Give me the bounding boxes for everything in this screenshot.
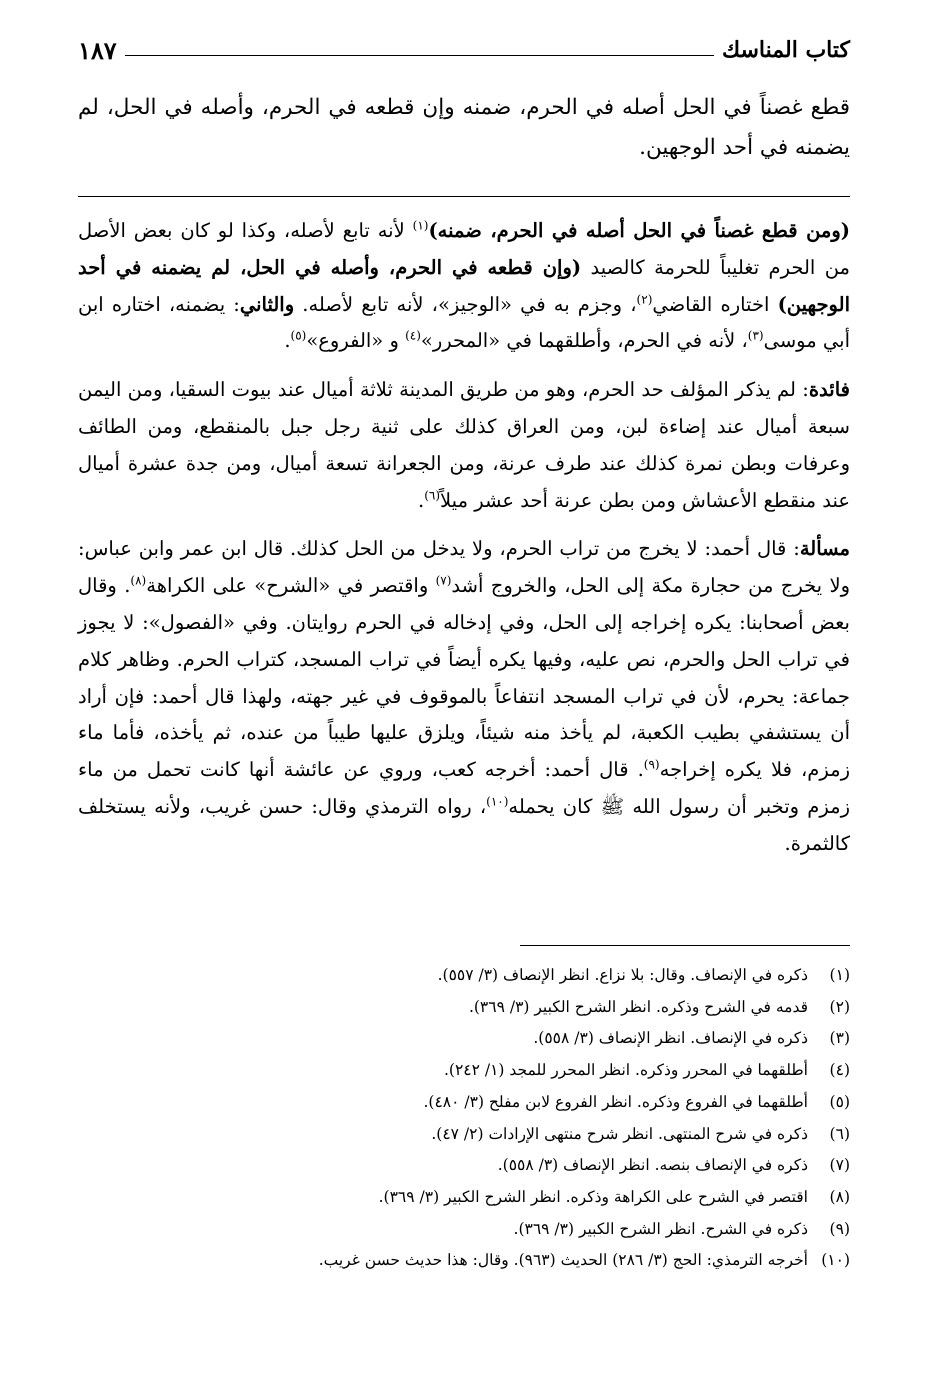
keyword-second: والثاني [239,292,295,316]
footnote-number: (٤) [829,1061,850,1080]
commentary-paragraph-3 [78,531,850,862]
footnote-text: أطلقهما في الفروع وذكره. انظر الفروع لابن مفلح (٣/ ٤٨٠). [423,1092,808,1111]
commentary-text: : يضمنه، اختاره ابن أبي موسى [78,292,850,353]
footnote-ref: (٥) [290,328,307,343]
commentary-text: لأنه تابع لأصله، وكذا لو كان بعض الأصل من الحرم تغليباً للحرمة كالصيد [78,219,850,279]
footnote [78,1182,850,1214]
footnote-text: ذكره في الإنصاف. انظر الإنصاف (٣/ ٥٥٨). [533,1029,808,1048]
footnote [78,1214,850,1246]
page-number: ١٨٧ [78,35,117,65]
footnote-ref: (٢) [636,292,653,307]
fa-ida-label: فائدة [808,378,850,402]
commentary-text: ، لأنه في الحرم، وأطلقهما في «المحرر» [420,329,748,353]
header-rule [125,55,714,56]
footnote-ref: (٨) [130,573,147,588]
footnote [78,1245,850,1277]
matn-text: قطع غصناً في الحل أصله في الحرم، ضمنه وإن قطعه في الحرم، وأصله في الحل، لم يضمنه في أحد الوجهين. [78,95,850,160]
footnote-ref: (١) [412,218,429,233]
commentary-text: . [418,488,425,512]
commentary-text: ، وجزم به في «الوجيز»، لأنه تابع لأصله. [294,292,637,316]
footnote-ref: (٦) [424,488,441,503]
footnotes [78,960,850,1277]
footnote [78,1055,850,1087]
footnote-text: ذكره في الإنصاف. وقال: بلا نزاع. انظر الإنصاف (٣/ ٥٥٧). [437,966,808,984]
commentary-text: واقتصر في «الشرح» على الكراهة [146,574,436,598]
footnote-text: ذكره في شرح المنتهى. انظر شرح منتهى الإرادات (٢/ ٤٧). [431,1124,808,1143]
footnote-text: أطلقهما في المحرر وذكره. انظر المحرر للمجد (١/ ٢٤٢). [443,1061,808,1080]
running-header [78,30,850,70]
footnote-number: (٥) [829,1092,850,1111]
footnote-number: (٣) [829,1029,850,1048]
commentary-text: . وقال بعض أصحابنا: يكره إخراجه إلى الحل، وفي إدخاله في الحرم روايتان. وفي «الفصول»: لا يجوز في تراب الحل والحرم، نص عليه، وفيها يكره أيضاً في تراب المسجد، كتراب الحرم. وظاهر كلام جماعة: يحرم، لأن في تراب المسجد انتفاعاً بالموقوف في غير جهته، ولهذا قال أحمد: فإن أراد أن يستشفي بطيب الكعبة، لم يأخذ منه شيئاً، ويلزق عليها طيباً من عنده، ثم يأخذه، فأما ماء زمزم، فلا يكره إخراجه [78,574,850,782]
commentary-paragraph-2 [78,372,850,519]
masala-label: مسألة [799,537,850,561]
footnote-number: (٦) [829,1124,850,1143]
footnote-number: (٩) [829,1219,850,1238]
commentary-text: . [284,329,291,353]
footnote [78,992,850,1024]
commentary-text: . قال أحمد: أخرجه كعب، وروي عن عائشة أنها كانت تحمل من ماء زمزم وتخبر أن رسول الله ﷺ كان يحمله [78,758,850,818]
commentary-paragraph-1 [78,213,850,360]
commentary-text: اختاره القاضي [652,292,778,316]
chapter-title: كتاب المناسك [721,37,850,63]
commentary-text: و «الفروع» [306,329,406,353]
footnote [78,1087,850,1119]
footnote-ref: (١٠) [486,794,509,809]
footnote-divider [520,945,850,946]
footnote [78,1150,850,1182]
commentary-text: : قال أحمد: لا يخرج من تراب الحرم، ولا يدخل من الحل كذلك. قال ابن عمر وابن عباس: ولا يخرج من حجارة مكة إلى الحل، والخروج أشد [78,537,850,598]
footnote-ref: (٤) [405,328,421,343]
footnote-number: (٧) [829,1156,850,1175]
commentary [78,213,850,875]
footnote-text: اقتصر في الشرح على الكراهة وذكره. انظر الشرح الكبير (٣/ ٣٦٩). [378,1187,808,1206]
commentary-text: : لم يذكر المؤلف حد الحرم، وهو من طريق المدينة ثلاثة أميال عند بيوت السقيا، ومن اليمن سبعة أميال عند إضاءة لبن، ومن العراق كذلك على ثنية رجل جبل بالمنقطع، ومن الطائف وعرفات وبطن نمرة كذلك عند طرف عرنة، ومن الجعرانة تسعة أميال، ومن جدة عشرة أميال عند منقطع الأعشاش ومن بطن عرنة أحد عشر ميلاً [78,378,850,512]
footnote-text: قدمه في الشرح وذكره. انظر الشرح الكبير (٣/ ٣٦٩). [468,997,808,1016]
footnote-number: (٢) [829,997,850,1016]
footnote [78,1023,850,1055]
quoted-matn: (وإن قطعه في الحرم، وأصله في الحل، لم يضمنه في أحد الوجهين) [78,255,850,316]
footnote-text: أخرجه الترمذي: الحج (٣/ ٢٨٦) الحديث (٩٦٣). وقال: هذا حديث حسن غريب. [318,1251,808,1270]
footnote-ref: (٣) [747,328,764,343]
commentary-text: ، رواه الترمذي وقال: حسن غريب، ولأنه يستخلف كالثمرة. [78,794,850,855]
footnote-text: ذكره في الإنصاف بنصه. انظر الإنصاف (٣/ ٥٥٨). [497,1156,808,1175]
quoted-matn: (ومن قطع غصناً في الحل أصله في الحرم، ضمنه) [428,219,851,242]
footnote-text: ذكره في الشرح. انظر الشرح الكبير (٣/ ٣٦٩). [513,1219,808,1238]
footnote-ref: (٧) [435,573,452,588]
footnote-number: (١) [829,966,850,984]
footnote [78,1119,850,1151]
footnote-ref: (٩) [643,757,660,772]
footnote-number: (١٠) [821,1251,850,1270]
matn-divider [78,196,850,197]
footnote [78,960,850,992]
footnote-number: (٨) [829,1187,850,1206]
